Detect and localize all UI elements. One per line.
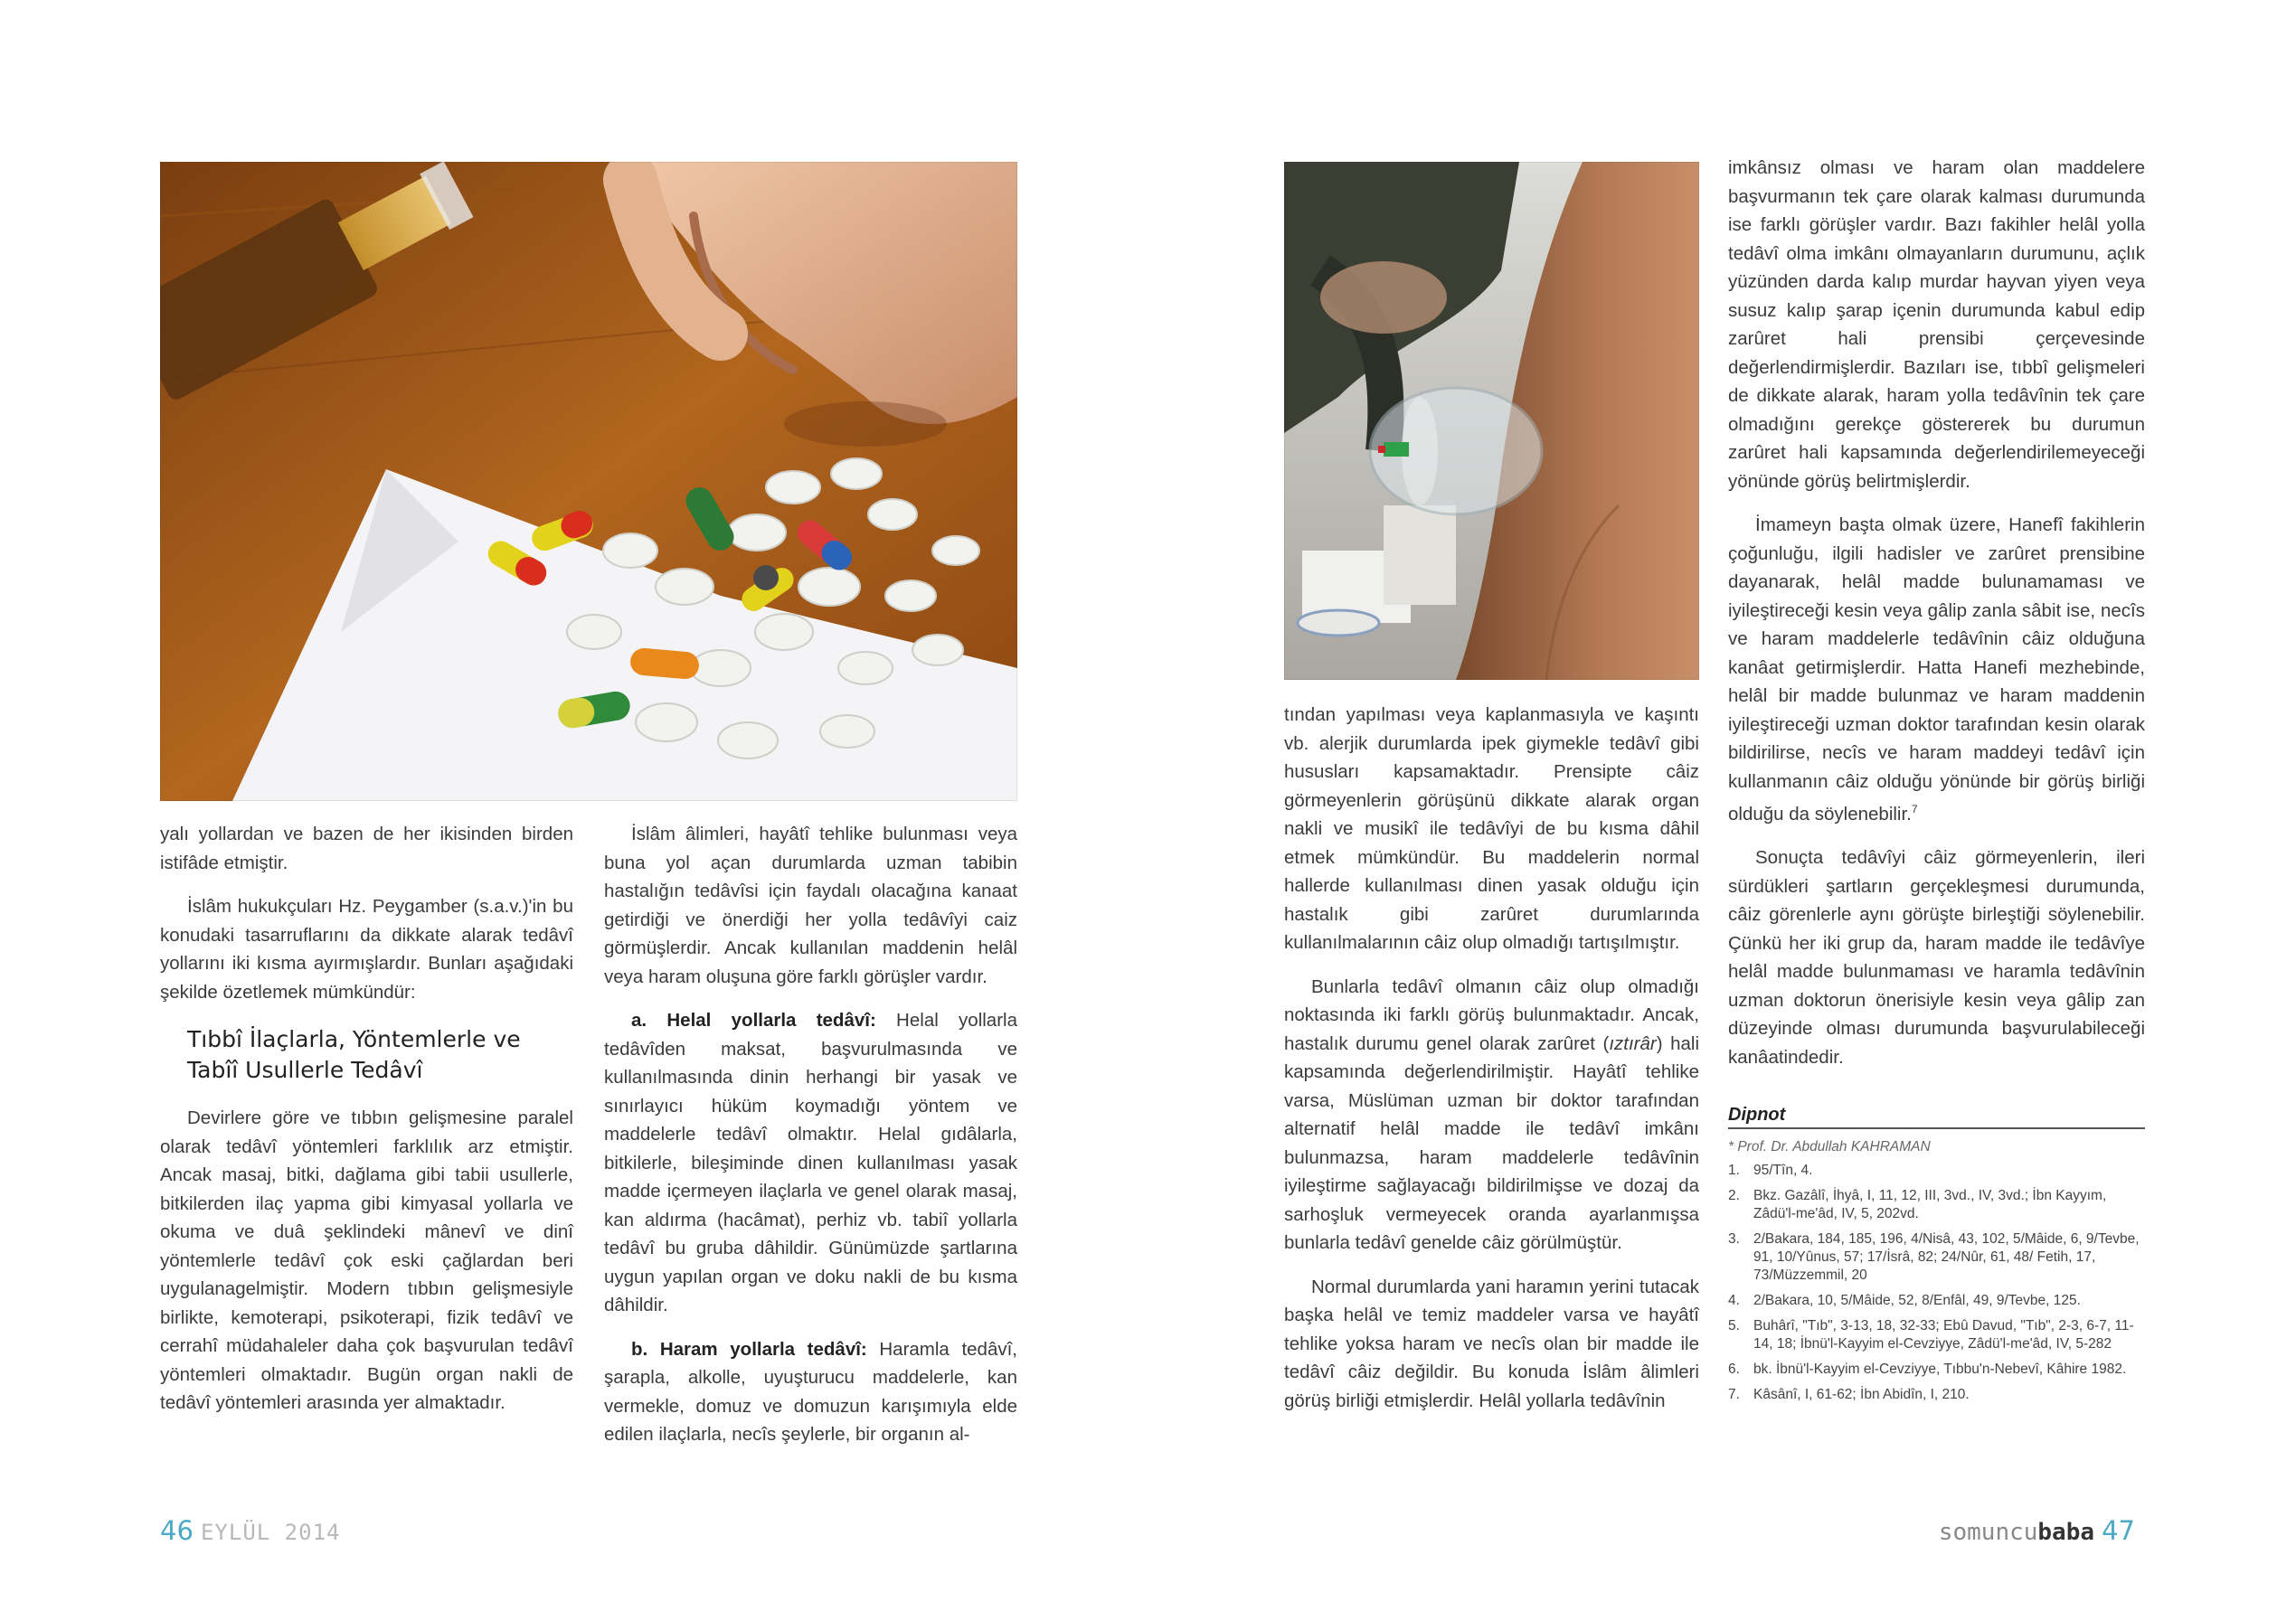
paragraph-text: İmameyn başta olmak üzere, Hanefî fakihlerin çoğunluğu, ilgili hadisler ve zarûret prensibine dayanarak, helâl madde bulunamaması ve iyileştireceği kesin veya gâlip zanla sâbit ise, necîs ve haram maddelerle tedâvînin câiz olduğuna kanâat getirmişlerdir. Hatta Hanefi mezhebinde, helâl bir madde bulunmaz ve haram maddenin iyileştireceği uzman doktor tarafından kesin olarak bildirilirse, necîs ve haram maddeyi tedâvî için kullanmanın câiz olduğu yönünde bir görüş birliği olduğu da söylenebilir. bbox=[1728, 514, 2145, 825]
footnote-number: 3. bbox=[1728, 1231, 1740, 1247]
footnote-text: Bkz. Gazâlî, İhyâ, I, 11, 12, III, 3vd., IV, 3vd.; İbn Kayyım, Zâdü'l-me'âd, IV, 5, 202vd. bbox=[1753, 1188, 2107, 1221]
magazine-brand bbox=[1939, 1519, 2094, 1546]
subsection-label: b. Haram yollarla tedâvî: bbox=[631, 1338, 867, 1360]
cupping-photo bbox=[1284, 162, 1699, 680]
left-column-2 bbox=[604, 820, 1017, 1449]
paragraph-text: ) hali kapsamında değerlendirilmiştir. Hayâtî tehlike varsa, Müslüman uzman bir doktor tarafından alternatif helâl madde ile tedâvî imkânı bulunmazsa, haram maddelerle tedâvînin iyileştirme sağlayacağı bildirilmişse ve dozaj da sarhoşluk vermeyecek oranda ayarlanmışsa bunlarla tedâvî genelde câiz görülmüştür. bbox=[1284, 1032, 1699, 1253]
footnote-ref: 7 bbox=[1911, 803, 1918, 815]
footnotes-heading: Dipnot bbox=[1728, 1106, 2145, 1129]
brand-prefix: somuncu bbox=[1938, 1519, 2038, 1546]
footnote-item bbox=[1728, 1162, 2145, 1180]
paragraph: Normal durumlarda yani haramın yerini tutacak başka helâl ve temiz maddeler varsa ve hayâtî tehlike yoksa haram ve necîs olan bir madde ile tedâvî câiz değildir. Bu konuda İslâm âlimleri görüş birliği etmişlerdir. Helâl yollarla tedâvînin bbox=[1284, 1276, 1699, 1411]
footnote-item bbox=[1728, 1386, 2145, 1404]
footnote-item bbox=[1728, 1292, 2145, 1310]
paragraph: İslâm hukukçuları Hz. Peygamber (s.a.v.)'in bu konudaki tasarruflarını da dikkate alarak tedâvî yollarını iki kısma ayırmışlardır. Bunları aşağıdaki şekilde özetlemek mümkündür: bbox=[160, 896, 573, 1003]
footnote-text: 2/Bakara, 10, 5/Mâide, 52, 8/Enfâl, 49, 9/Tevbe, 125. bbox=[1753, 1293, 2081, 1308]
italic-term: ıztırâr bbox=[1609, 1032, 1657, 1054]
issue-date: EYLÜL 2014 bbox=[200, 1520, 341, 1545]
footnote-number: 7. bbox=[1728, 1387, 1740, 1402]
paragraph: Devirlere göre ve tıbbın gelişmesine paralel olarak tedâvî yöntemleri farklılık arz etmiştir. Ancak masaj, bitki, dağlama gibi tabii usullerle, bitkilerden ilaç yapma gibi kimyasal yollarla ve okuma ve duâ şeklindeki mânevî ve dinî yöntemlerle tedâvî çok eski çağlardan beri uygulanagelmiştir. Modern tıbbın gelişmesiyle birlikte, kemoterapi, psikoterapi, fizik tedâvî ve cerrahî müdahaleler daha çok başvurulan tedâvî yöntemleri olmaktadır. Bugün organ nakli de tedâvî yöntemleri arasında yer almaktadır. bbox=[160, 1107, 573, 1413]
paragraph: Sonuçta tedâvîyi câiz görmeyenlerin, ileri sürdükleri şartların gerçekleşmesi durumunda, câiz görenlerle aynı görüşte birleştiği söylenebilir. Çünkü her iki grup da, haram madde ile tedâvîye helâl madde bulunmaması ve haramla tedâvînin uzman doktorun önerisiyle kesin veya gâlip zan düzeyinde olması durumunda başvurulabileceği kanâatindedir. bbox=[1728, 847, 2145, 1068]
right-column-2 bbox=[1728, 154, 2145, 1071]
footnote-number: 4. bbox=[1728, 1293, 1740, 1308]
footnote-item bbox=[1728, 1361, 2145, 1379]
footnote-text: 95/Tîn, 4. bbox=[1753, 1163, 1813, 1178]
footnote-number: 6. bbox=[1728, 1362, 1740, 1377]
footnote-author: * Prof. Dr. Abdullah KAHRAMAN bbox=[1728, 1139, 1931, 1154]
left-column-1 bbox=[160, 820, 573, 1418]
footnote-number: 5. bbox=[1728, 1318, 1740, 1333]
pills-photo-illustration bbox=[160, 162, 1017, 801]
footnote-list bbox=[1728, 1162, 2145, 1404]
right-page bbox=[1148, 0, 2296, 1602]
subsection-label: a. Helal yollarla tedâvî: bbox=[631, 1010, 876, 1031]
subsection-text: Haramla tedâvî, şarapla, alkolle, uyuşturucu maddelerle, kan vermekle, domuz ve domuzun karışımıyla elde edilen ilaçlarla, necîs şeylerle, bir organın al- bbox=[604, 1338, 1017, 1445]
footnote-item bbox=[1728, 1187, 2145, 1223]
section-heading bbox=[187, 1024, 573, 1086]
page-number: 47 bbox=[2102, 1515, 2135, 1546]
paragraph: imkânsız olması ve haram olan maddelere başvurmanın tek çare olarak kalması durumunda ise farklı görüşler vardır. Bazı fakihler helâl yolla tedâvî olma imkânı olmayanların durumunu, açlık yüzünden darda kalıp murdar hayvan yiyen veya susuz kalıp şarap içenin durumunda kabul edip zarûret hali prensibi çerçevesinde değerlendirmişlerdir. Bazıları ise, tıbbî gelişmeleri de dikkate alarak, haram yolla tedâvînin tek çare olmadığını gerekçe göstererek bu durumun zarûret hali kapsamında değerlendirilemeyeceği yönünde görüş belirtmişlerdir. bbox=[1728, 157, 2145, 492]
cupping-photo-illustration bbox=[1284, 162, 1699, 680]
paragraph bbox=[604, 1006, 1017, 1320]
pills-photo bbox=[160, 162, 1017, 801]
footnote-text: Buhârî, "Tıb", 3-13, 18, 32-33; Ebû Davud, "Tıb", 2-3, 6-7, 11-14, 18; İbnü'l-Kayyim el-Cevziyye, Zâdü'l-me'âd, IV, 5-282 bbox=[1753, 1318, 2134, 1352]
footnote-text: bk. İbnü'l-Kayyim el-Cevziyye, Tıbbu'n-Nebevî, Kâhire 1982. bbox=[1753, 1362, 2127, 1377]
paragraph: tından yapılması veya kaplanmasıyla ve kaşıntı vb. alerjik durumlarda ipek giymekle tedâvî gibi hususları kapsamaktadır. Prensipte câiz görmeyenlerin görüşünü dikkate alarak organ nakli ve musikî ile tedâvîyi de bu kısma dâhil etmek mümkündür. Bu maddelerin normal hallerde kullanılması dinen yasak olduğu için hastalık gibi zarûret durumlarında kullanılmalarının câiz olup olmadığı tartışılmıştır. bbox=[1284, 704, 1699, 953]
right-folio bbox=[1939, 1515, 2135, 1547]
paragraph bbox=[1284, 973, 1699, 1258]
footnote-number: 2. bbox=[1728, 1188, 1740, 1203]
subsection-text: Helal yollarla tedâvîden maksat, başvurulmasında ve kullanılmasında dinin herhangi bir yasak ve sınırlayıcı hüküm koymadığı yöntem ve maddelerle tedâvî olmaktır. Helal gıdâlarla, bitkilerle, bileşiminde dinen kullanılması yasak madde içermeyen ilaçlarla ve genel olarak masaj, kan aldırma (hacâmat), perhiz vb. tabiî yollarla tedâvî bu gruba dâhildir. Günümüzde şartlarına uygun yapılan organ ve doku nakli de bu kısma dâhildir. bbox=[604, 1010, 1017, 1315]
page-number: 46 bbox=[160, 1515, 194, 1546]
paragraph: yalı yollardan ve bazen de her ikisinden birden istifâde etmiştir. bbox=[160, 824, 573, 873]
brand-bold: baba bbox=[2037, 1519, 2095, 1546]
left-folio bbox=[160, 1515, 340, 1547]
paragraph bbox=[1728, 511, 2145, 828]
footnote-text: 2/Bakara, 184, 185, 196, 4/Nisâ, 43, 102, 5/Mâide, 6, 9/Tevbe, 91, 10/Yûnus, 57; 17/İsrâ, 82; 24/Nûr, 61, 48/ Fetih, 17, 73/Müzzemmil, 20 bbox=[1753, 1231, 2140, 1283]
paragraph-text: Bunlarla tedâvî olmanın câiz olup olmadığı noktasında iki farklı görüş bulunmaktadır. Ancak, hastalık durumu genel olarak zarûret ( bbox=[1284, 975, 1699, 1054]
footnote-text: Kâsânî, I, 61-62; İbn Abidîn, I, 210. bbox=[1753, 1387, 1970, 1402]
paragraph bbox=[604, 1335, 1017, 1449]
paragraph: İslâm âlimleri, hayâtî tehlike bulunması veya buna yol açan durumlarda uzman tabibin hastalığın tedâvîsi için faydalı olacağına kanaat getirdiği ve önerdiği her yolla tedâvîyi caiz görmüşlerdir. Ancak kullanılan maddenin helâl veya haram oluşuna göre farklı görüşler vardır. bbox=[604, 824, 1017, 987]
section-heading-line-2: Tabîî Usullerle Tedâvî bbox=[187, 1057, 423, 1083]
footnote-item bbox=[1728, 1230, 2145, 1285]
footnote-number: 1. bbox=[1728, 1163, 1740, 1178]
section-heading-line-1: Tıbbî İlaçlarla, Yöntemlerle ve bbox=[187, 1026, 521, 1052]
footnote-item bbox=[1728, 1317, 2145, 1353]
right-column-1 bbox=[1284, 701, 1699, 1415]
footnotes bbox=[1728, 1106, 2145, 1411]
